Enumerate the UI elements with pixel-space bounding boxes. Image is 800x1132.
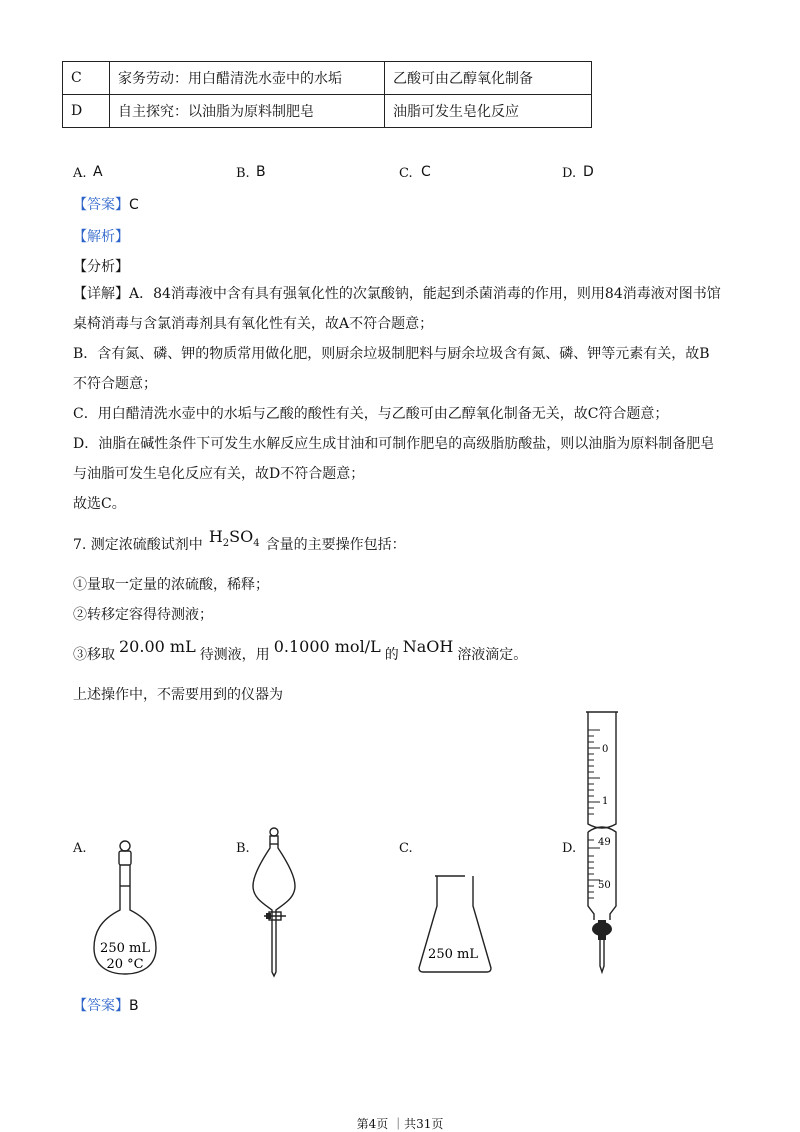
page-footer: 第4页 ｜共31页 [356,1117,444,1131]
detail-line: 不符合题意； [73,376,157,392]
stem-prefix: 7. 测定浓硫酸试剂中 [73,537,203,553]
detail-line: 桌椅消毒与含氯消毒剂具有氧化性有关，故A不符合题意； [73,316,434,332]
activity-cell: 家务劳动：用白醋清洗水壶中的水垢 [110,62,385,95]
step-2: ②转移定容得待测液； [73,607,213,623]
choice-label-a: A. [73,841,87,856]
answer-tag: 【答案】 [73,197,129,213]
choice-label-a: A. [73,166,87,181]
detail-line: 故选C。 [73,496,126,512]
stem-suffix: 含量的主要操作包括： [265,537,406,553]
flask-temperature-label: 20 °C [106,957,144,972]
choice-text-b: B [256,164,266,180]
knowledge-cell: 乙酸可由乙醇氧化制备 [385,62,592,95]
burette-tick-49: 49 [598,837,611,848]
h2so4-formula: $H_2SO_4$ [208,527,260,549]
answer-value: B [129,998,139,1014]
detail-line: 与油脂可发生皂化反应有关，故D不符合题意； [73,466,365,482]
option-letter: C [63,62,110,95]
choice-text-c: C [421,164,431,180]
choice-label-b: B. [236,166,250,181]
activity-cell: 自主探究：以油脂为原料制肥皂 [110,95,385,128]
step-1: ①量取一定量的浓硫酸，稀释； [73,577,269,593]
choice-label-c: C. [399,841,413,856]
choice-label-d: D. [562,841,577,856]
naoh-formula: NaOH [402,637,454,656]
answer-tag: 【答案】 [73,998,129,1014]
q7-question: 上述操作中，不需要用到的仪器为 [73,687,283,703]
choice-label-d: D. [562,166,577,181]
knowledge-cell: 油脂可发生皂化反应 [385,95,592,128]
choice-text-d: D [583,164,594,180]
table-row [63,62,592,95]
step-3: ③移取 20.00 mL 待测液，用 0.1000 mol/L 的 NaOH 溶液滴定。 [73,637,528,663]
q6-answer [73,194,139,214]
volumetric-flask-icon [90,838,160,978]
choice-text-a: A [93,164,103,180]
flask-capacity-label: 250 mL [100,941,150,956]
detail-line: B．含有氮、磷、钾的物质常用做化肥，则厨余垃圾制肥料与厨余垃圾含有氮、磷、钾等元素有关，故B [73,346,710,362]
table-row [63,95,592,128]
conical-capacity-label: 250 mL [428,947,478,962]
option-letter: D [63,95,110,128]
detail-line: C．用白醋清洗水壶中的水垢与乙酸的酸性有关，与乙酸可由乙醇氧化制备无关，故C符合题意； [73,406,669,422]
choice-label-b: B. [236,841,250,856]
burette-tick-50: 50 [598,880,611,891]
volume-value: 20.00 mL [119,637,196,656]
fenxi-tag: 【分析】 [73,259,129,275]
choice-label-c: C. [399,166,413,181]
detail-line: D．油脂在碱性条件下可发生水解反应生成甘油和可制作肥皂的高级脂肪酸盐，则以油脂为原料制备肥皂 [73,436,715,452]
q7-stem [73,527,406,554]
burette-tick-0: 0 [602,744,609,755]
concentration-value: 0.1000 mol/L [273,637,381,656]
options-table [62,61,592,128]
separatory-funnel-icon [250,826,300,978]
q7-answer [73,995,139,1015]
conical-flask-icon [415,872,495,976]
burette-icon [580,708,628,978]
answer-value: C [129,197,139,213]
analysis-tag: 【解析】 [73,229,129,245]
burette-tick-1: 1 [602,796,609,807]
detail-line: 【详解】A．84消毒液中含有具有强氧化性的次氯酸钠，能起到杀菌消毒的作用，则用84消毒液对图书馆 [73,286,721,302]
